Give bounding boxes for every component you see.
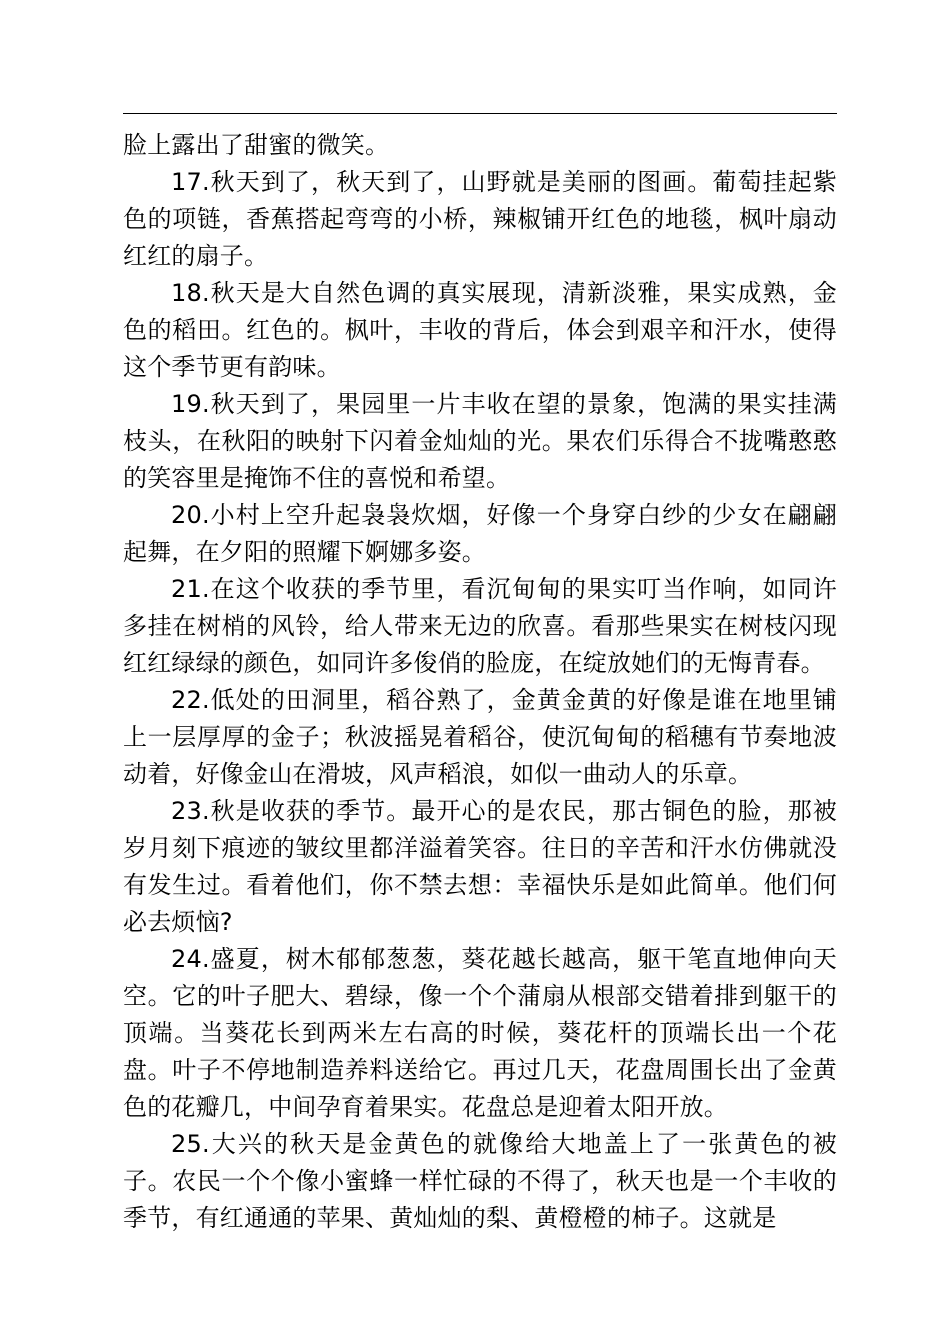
paragraph-22: 22.低处的田洞里，稻谷熟了，金黄金黄的好像是谁在地里铺上一层厚厚的金子；秋波摇晃着稻谷，使沉甸甸的稻穗有节奏地波动着，好像金山在滑坡，风声稻浪，如似一曲动人的乐章。 xyxy=(123,686,837,788)
paragraph-18: 18.秋天是大自然色调的真实展现，清新淡雅，果实成熟，金色的稻田。红色的。枫叶，丰收的背后，体会到艰辛和汗水，使得这个季节更有韵味。 xyxy=(123,279,837,381)
body-text xyxy=(123,127,837,1237)
paragraph-24: 24.盛夏，树木郁郁葱葱，葵花越长越高，躯干笔直地伸向天空。它的叶子肥大、碧绿，像一个个蒲扇从根部交错着排到躯干的顶端。当葵花长到两米左右高的时候，葵花杆的顶端长出一个花盘。叶子不停地制造养料送给它。再过几天，花盘周围长出了金黄色的花瓣几，中间孕育着果实。花盘总是迎着太阳开放。 xyxy=(123,945,837,1121)
paragraph-21: 21.在这个收获的季节里，看沉甸甸的果实叮当作响，如同许多挂在树梢的风铃，给人带来无边的欣喜。看那些果实在树枝闪现红红绿绿的颜色，如同许多俊俏的脸庞，在绽放她们的无悔青春。 xyxy=(123,575,837,677)
paragraph-20: 20.小村上空升起袅袅炊烟，好像一个身穿白纱的少女在翩翩起舞，在夕阳的照耀下婀娜多姿。 xyxy=(123,501,837,566)
paragraph-23: 23.秋是收获的季节。最开心的是农民，那古铜色的脸，那被岁月刻下痕迹的皱纹里都洋溢着笑容。往日的辛苦和汗水仿佛就没有发生过。看着他们，你不禁去想：幸福快乐是如此简单。他们何必去烦恼? xyxy=(123,797,837,936)
paragraph-25: 25.大兴的秋天是金黄色的就像给大地盖上了一张黄色的被子。农民一个个像小蜜蜂一样忙碌的不得了，秋天也是一个丰收的季节，有红通通的苹果、黄灿灿的梨、黄橙橙的柿子。这就是 xyxy=(123,1130,837,1232)
header-rule xyxy=(123,113,837,114)
paragraph-continuation: 脸上露出了甜蜜的微笑。 xyxy=(123,131,390,159)
paragraph-19: 19.秋天到了，果园里一片丰收在望的景象，饱满的果实挂满枝头，在秋阳的映射下闪着金灿灿的光。果农们乐得合不拢嘴憨憨的笑容里是掩饰不住的喜悦和希望。 xyxy=(123,390,837,492)
paragraph-17: 17.秋天到了，秋天到了，山野就是美丽的图画。葡萄挂起紫色的项链，香蕉搭起弯弯的小桥，辣椒铺开红色的地毯，枫叶扇动红红的扇子。 xyxy=(123,168,837,270)
